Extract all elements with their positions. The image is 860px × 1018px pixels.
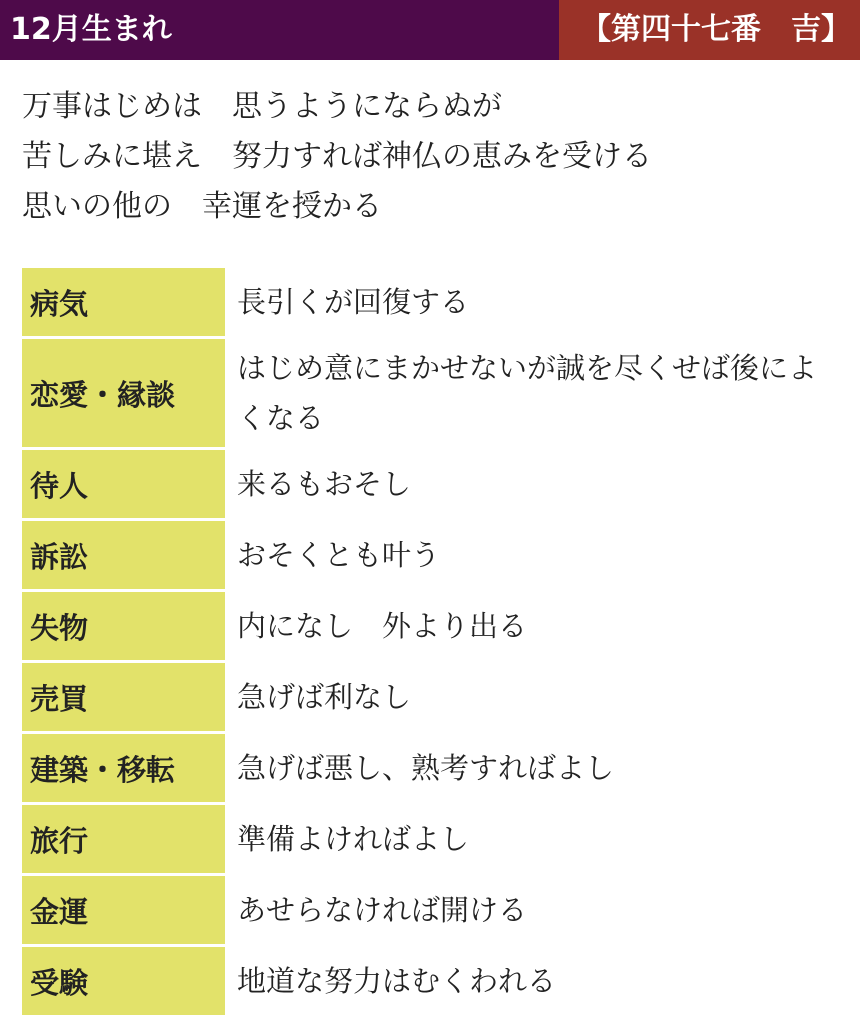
category-label: 病気 — [22, 268, 225, 339]
category-value: 急げば悪し、熟考すればよし — [225, 734, 842, 805]
category-value: 急げば利なし — [225, 663, 842, 734]
table-row — [22, 734, 842, 805]
poem-line: 苦しみに堪え 努力すれば神仏の恵みを受ける — [22, 139, 652, 174]
category-value: 地道な努力はむくわれる — [225, 947, 842, 1018]
poem-line: 万事はじめは 思うようにならぬが — [22, 89, 502, 124]
birth-month-title: 12月生まれ — [0, 0, 559, 60]
poem-line: 思いの他の 幸運を授かる — [22, 189, 382, 224]
category-label: 旅行 — [22, 805, 225, 876]
category-label: 失物 — [22, 592, 225, 663]
table-row — [22, 521, 842, 592]
category-value: 長引くが回復する — [225, 268, 842, 339]
category-value: 準備よければよし — [225, 805, 842, 876]
table-row — [22, 450, 842, 521]
category-label: 受験 — [22, 947, 225, 1018]
category-value: はじめ意にまかせないが誠を尽くせば後によくなる — [225, 339, 842, 450]
table-row — [22, 663, 842, 734]
category-value: 来るもおそし — [225, 450, 842, 521]
category-label: 訴訟 — [22, 521, 225, 592]
table-row — [22, 339, 842, 450]
category-value: あせらなければ開ける — [225, 876, 842, 947]
table-row — [22, 592, 842, 663]
fortune-number-badge: 【第四十七番 吉】 — [559, 0, 860, 60]
category-label: 金運 — [22, 876, 225, 947]
fortune-table — [22, 268, 842, 1018]
category-label: 待人 — [22, 450, 225, 521]
header-bar — [0, 0, 860, 60]
table-row — [22, 268, 842, 339]
table-row — [22, 947, 842, 1018]
category-label: 建築・移転 — [22, 734, 225, 805]
category-value: 内になし 外より出る — [225, 592, 842, 663]
table-row — [22, 805, 842, 876]
category-value: おそくとも叶う — [225, 521, 842, 592]
table-row — [22, 876, 842, 947]
fortune-poem — [0, 60, 860, 268]
category-label: 売買 — [22, 663, 225, 734]
category-label: 恋愛・縁談 — [22, 339, 225, 450]
